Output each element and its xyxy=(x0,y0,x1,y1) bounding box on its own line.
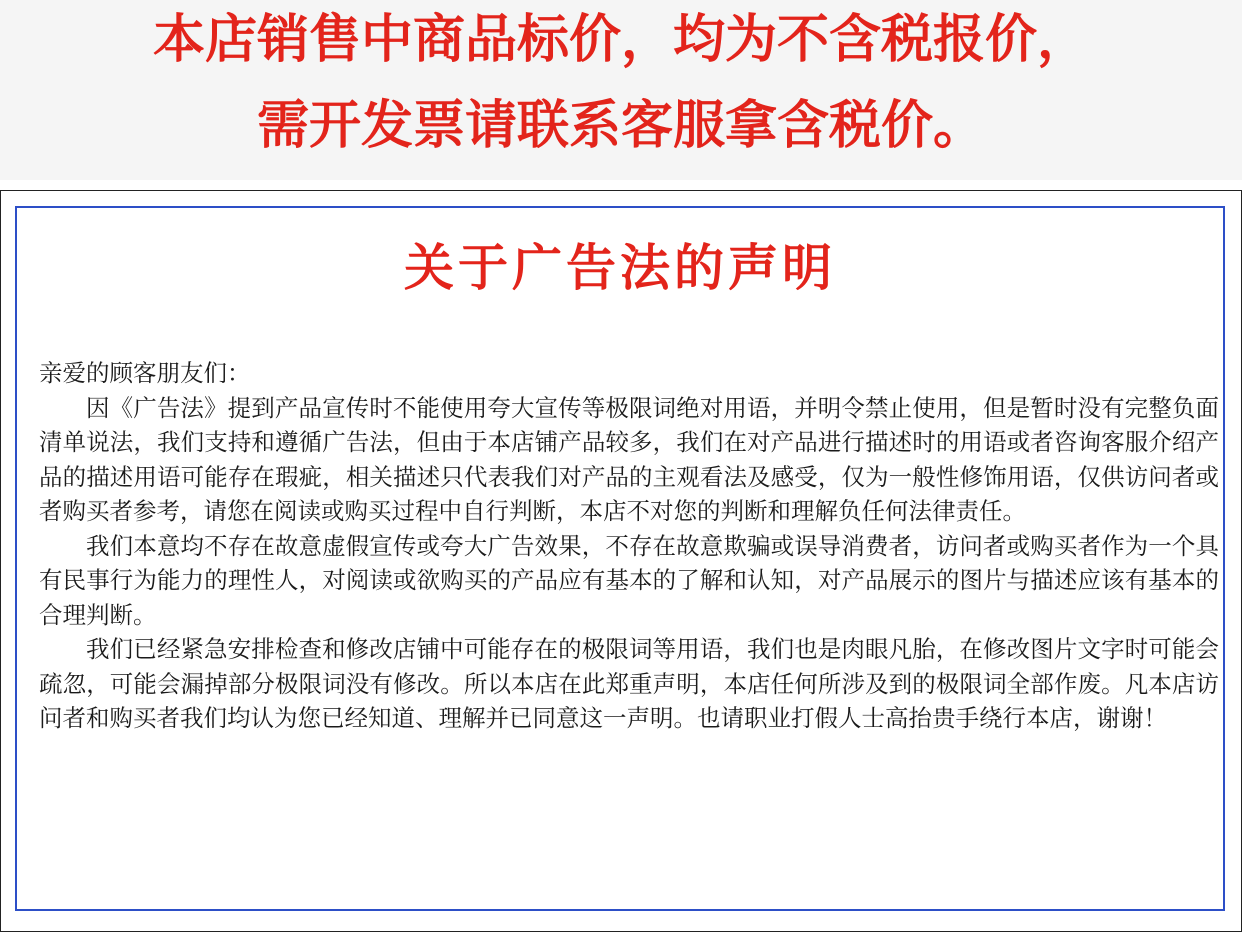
declaration-paragraph: 因《广告法》提到产品宣传时不能使用夸大宣传等极限词绝对用语，并明令禁止使用，但是暂时没有完整负面清单说法，我们支持和遵循广告法，但由于本店铺产品较多，我们在对产品进行描述时的用语或者咨询客服介绍产品的描述用语可能存在瑕疵，相关描述只代表我们对产品的主观看法及感受，仅为一般性修饰用语，仅供访问者或者购买者参考，请您在阅读或购买过程中自行判断，本店不对您的判断和理解负任何法律责任。 xyxy=(39,393,1219,525)
price-notice-line-1: 本店销售中商品标价，均为不含税报价， xyxy=(152,10,1089,70)
declaration-panel xyxy=(15,206,1225,911)
price-notice-line-2: 需开发票请联系客服拿含税价。 xyxy=(256,96,985,156)
declaration-greeting: 亲爱的顾客朋友们： xyxy=(39,359,251,387)
declaration-title: 关于广告法的声明 xyxy=(404,239,836,297)
declaration-outer-frame xyxy=(0,190,1242,932)
declaration-paragraph: 我们已经紧急安排检查和修改店铺中可能存在的极限词等用语，我们也是肉眼凡胎，在修改图片文字时可能会疏忽，可能会漏掉部分极限词没有修改。所以本店在此郑重声明，本店任何所涉及到的极限词全部作废。凡本店访问者和购买者我们均认为您已经知道、理解并已同意这一声明。也请职业打假人士高抬贵手绕行本店，谢谢！ xyxy=(39,635,1219,732)
declaration-paragraph: 我们本意均不存在故意虚假宣传或夸大广告效果，不存在故意欺骗或误导消费者，访问者或购买者作为一个具有民事行为能力的理性人，对阅读或欲购买的产品应有基本的了解和认知，对产品展示的图片与描述应该有基本的合理判断。 xyxy=(39,531,1219,629)
declaration-body xyxy=(39,356,1219,736)
price-notice-banner xyxy=(0,0,1242,180)
